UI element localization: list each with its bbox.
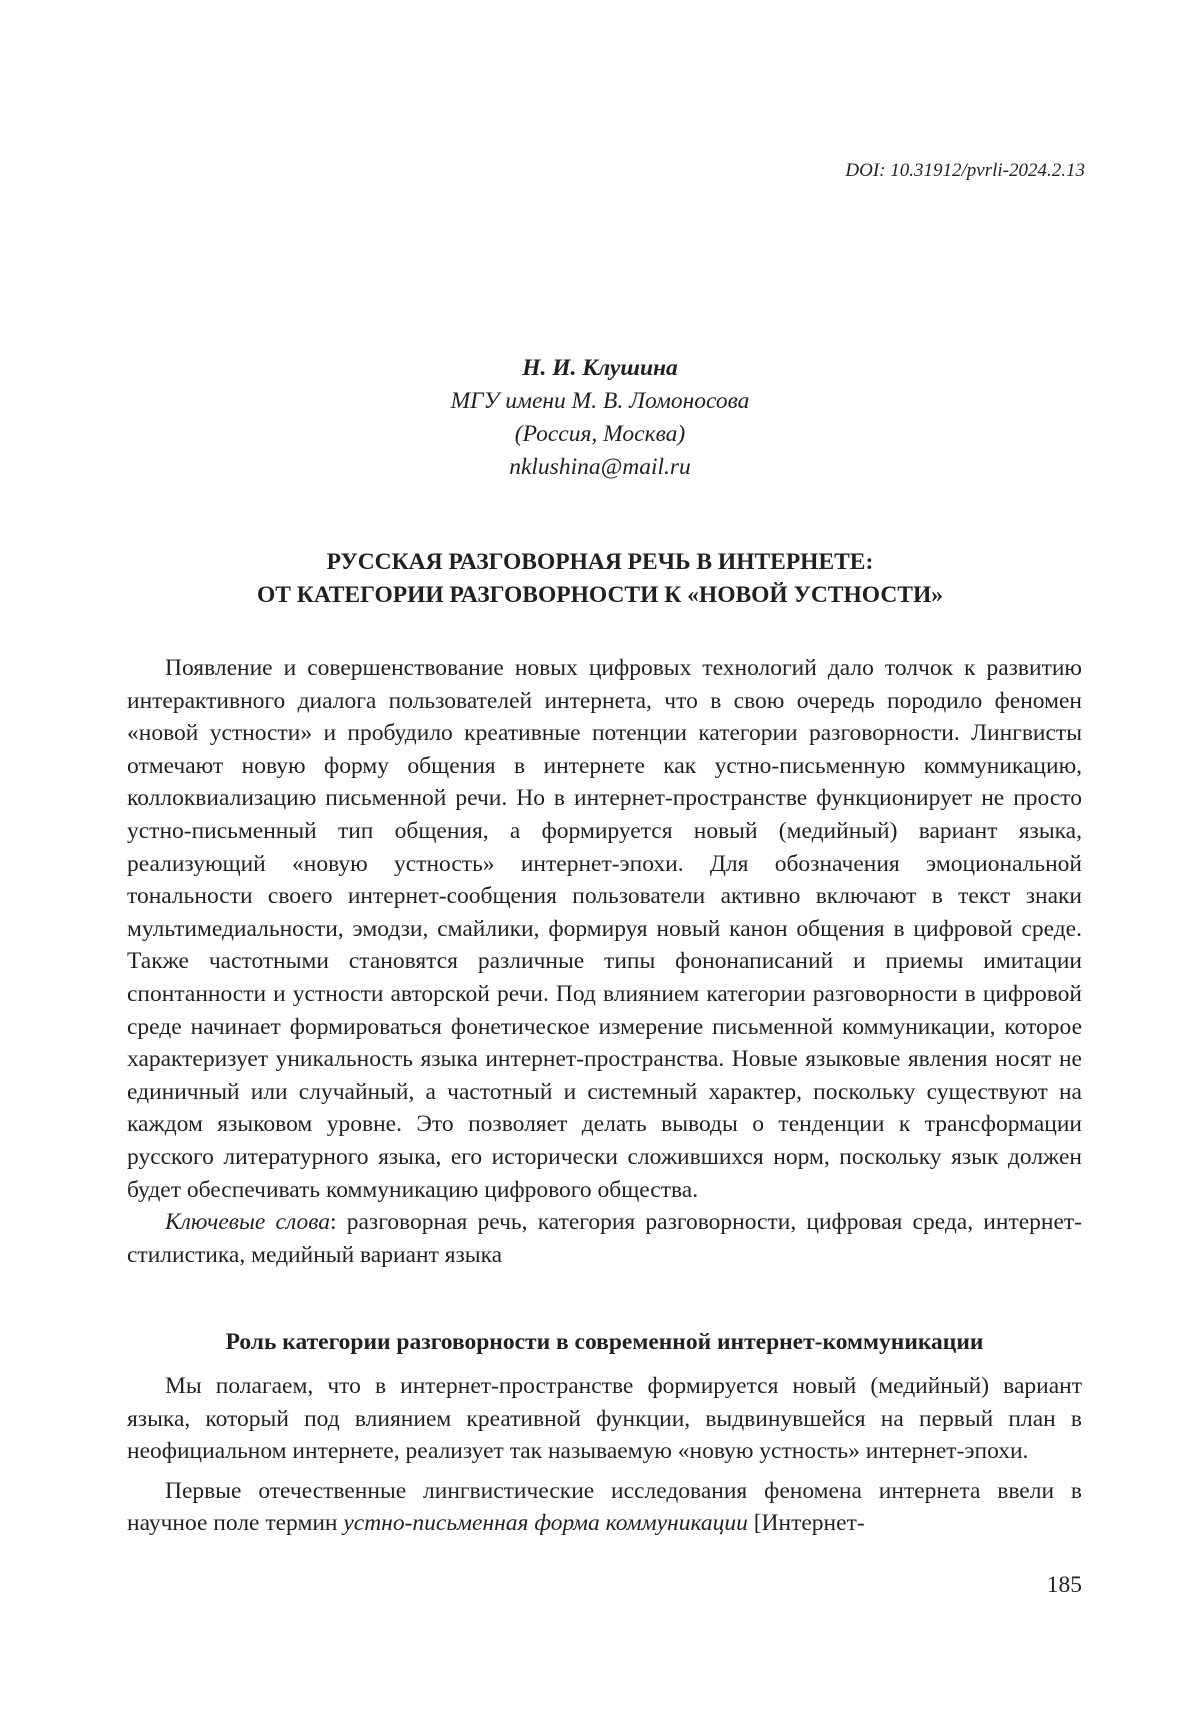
author-affiliation: МГУ имени М. В. Ломоносова	[450, 388, 750, 414]
author-email: nklushina@mail.ru	[509, 454, 691, 480]
author-name: Н. И. Клушина	[522, 355, 678, 381]
title-line-1: РУССКАЯ РАЗГОВОРНАЯ РЕЧЬ В ИНТЕРНЕТЕ:	[326, 549, 874, 575]
keywords-label: Ключевые слова	[165, 1209, 331, 1236]
author-location: (Россия, Москва)	[514, 421, 686, 447]
section-paragraph-1: Мы полагаем, что в интернет-пространстве формируется новый (медийный) вариант языка, который под влиянием креативной функции, выдвинувшейся на первый план в неофициальном интернете, реализует так называемую «новую устность» интернет-эпохи.	[127, 1373, 1082, 1465]
section-heading: Роль категории разговорности в современной интернет-коммуникации	[225, 1329, 984, 1355]
paragraph-2-continuation: [Интернет-	[747, 1510, 865, 1537]
section-paragraph-2	[127, 1475, 1082, 1540]
paragraph-2-text: Первые отечественные лингвистические исследования феномена интернета ввели в научное поле термин	[127, 1477, 1082, 1537]
paragraph-2-term: устно-письменная форма коммуникации	[343, 1510, 748, 1537]
article-title	[0, 546, 1200, 612]
abstract-text: Появление и совершенствование новых цифровых технологий дало толчок к развитию интерактивного диалога пользователей интернета, что в свою очередь породило феномен «новой устности» и пробудило креативные потенции категории разговорности. Лингвисты отмечают новую форму общения в интернете как устно-письменную коммуникацию, коллоквиализацию письменной речи. Но в интернет-пространстве функционирует не просто устно-письменный тип общения, а формируется новый (медийный) вариант языка, реализующий «новую устность» интернет-эпохи. Для обозначения эмоциональной тональности своего интернет-сообщения пользователи активно включают в текст знаки мультимедиальности, эмодзи, смайлики, формируя новый канон общения в цифровой среде. Также частотными становятся различные типы фононаписаний и приемы имитации спонтанности и устности авторской речи. Под влиянием категории разговорности в цифровой среде начинает формироваться фонетическое измерение письменной коммуникации, которое характеризует уникальность языка интернет-пространства. Новые языковые явления носят не единичный или случайный, а частотный и системный характер, поскольку существуют на каждом языковом уровне. Это позволяет делать выводы о тенденции к трансформации русского литературного языка, его исторически сложившихся норм, поскольку язык должен будет обеспечивать коммуникацию цифрового общества.	[127, 655, 1082, 1203]
author-block	[0, 352, 1200, 484]
page-number: 185	[1046, 1572, 1082, 1598]
doi-label: DOI: 10.31912/pvrli-2024.2.13	[845, 160, 1085, 181]
title-line-2: ОТ КАТЕГОРИИ РАЗГОВОРНОСТИ К «НОВОЙ УСТНОСТИ»	[256, 582, 944, 608]
keywords	[127, 1206, 1082, 1271]
keywords-text: : разговорная речь, категория разговорности, цифровая среда, интернет-стилистика, медийный вариант языка	[127, 1209, 1082, 1268]
abstract	[127, 652, 1082, 1271]
section-body	[127, 1370, 1082, 1547]
